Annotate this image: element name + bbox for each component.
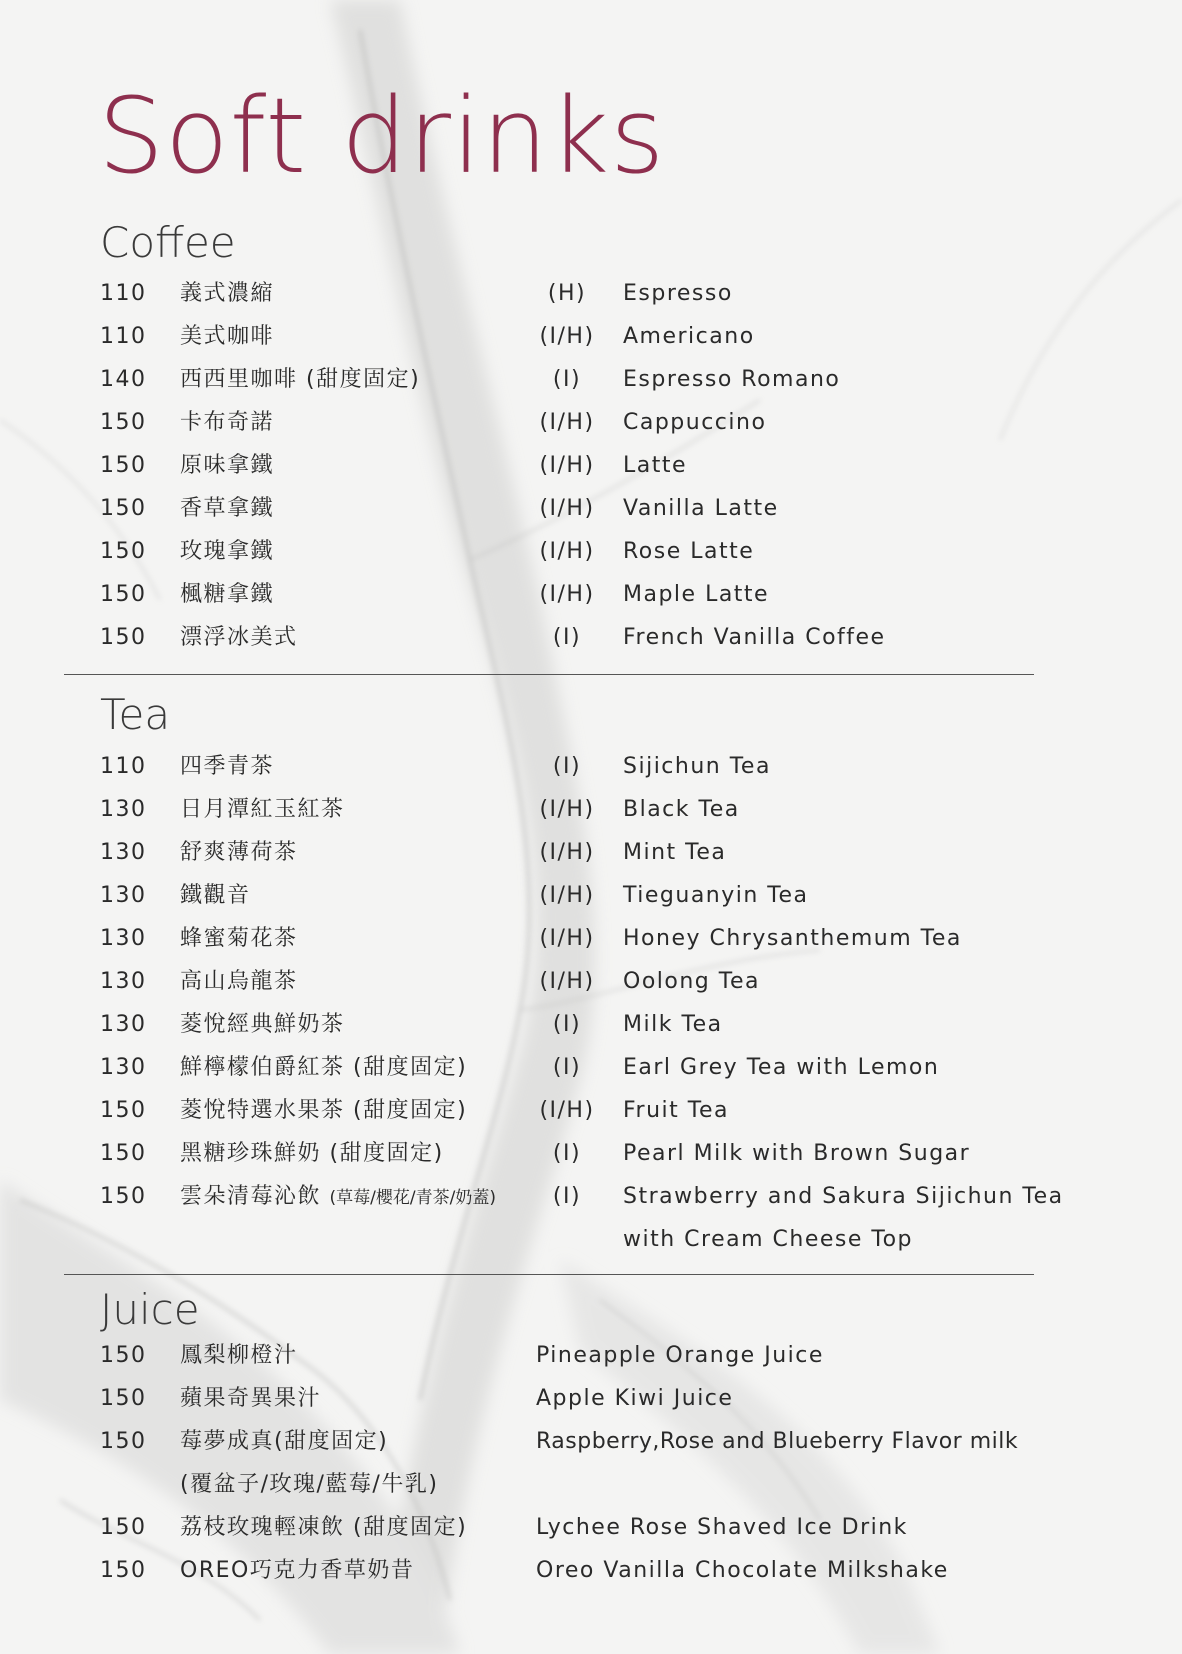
section-title-tea: Tea: [100, 690, 171, 739]
menu-item: [0, 917, 1182, 960]
item-name-en: Milk Tea: [623, 1012, 723, 1037]
temperature-option: (I/H): [539, 840, 595, 865]
price: 150: [100, 1343, 147, 1368]
menu-item: [0, 573, 1182, 616]
item-name-en: Sijichun Tea: [623, 754, 771, 779]
item-name-en: Latte: [623, 453, 688, 478]
price: 150: [100, 539, 147, 564]
item-name-zh: 莓夢成真(甜度固定): [180, 1429, 389, 1454]
item-name-zh: 鮮檸檬伯爵紅茶 (甜度固定): [180, 1055, 468, 1080]
temperature-option: (I/H): [539, 582, 595, 607]
item-name-en: Apple Kiwi Juice: [536, 1386, 734, 1411]
item-name-en: Oreo Vanilla Chocolate Milkshake: [536, 1558, 949, 1583]
item-name-zh: 菱悅經典鮮奶茶: [180, 1012, 345, 1037]
menu-item: [0, 1046, 1182, 1089]
item-name-zh: 西西里咖啡 (甜度固定): [180, 367, 421, 392]
price: 150: [100, 582, 147, 607]
item-name-zh: 義式濃縮: [180, 281, 275, 306]
menu-item: [0, 358, 1182, 401]
temperature-option: (I/H): [539, 453, 595, 478]
price: 110: [100, 754, 147, 779]
item-name-zh: 楓糖拿鐵: [180, 582, 275, 607]
menu-item: [0, 1132, 1182, 1175]
temperature-option: (I/H): [539, 324, 595, 349]
menu-item: [0, 788, 1182, 831]
item-name-en: Strawberry and Sakura Sijichun Tea: [623, 1184, 1064, 1209]
item-name-en: Black Tea: [623, 797, 740, 822]
temperature-option: (I): [552, 1055, 582, 1080]
temperature-option: (I): [552, 1184, 582, 1209]
item-name-en: Americano: [623, 324, 755, 349]
item-name-en: Cappuccino: [623, 410, 767, 435]
item-name-zh: 玫瑰拿鐵: [180, 539, 275, 564]
item-name-zh: 日月潭紅玉紅茶: [180, 797, 345, 822]
item-name-en-line2: with Cream Cheese Top: [623, 1227, 914, 1252]
item-name-en: Pineapple Orange Juice: [536, 1343, 824, 1368]
item-name-zh: 蘋果奇異果汁: [180, 1386, 322, 1411]
item-name-zh-main: 雲朵清莓沁飲: [180, 1184, 322, 1209]
price: 150: [100, 1558, 147, 1583]
temperature-option: (I): [552, 1012, 582, 1037]
menu-item-continuation: [0, 1463, 1182, 1506]
menu-item: [0, 1377, 1182, 1420]
menu-item: [0, 1003, 1182, 1046]
price: 130: [100, 840, 147, 865]
page-title: Soft drinks: [98, 75, 666, 197]
menu-item: [0, 1175, 1182, 1218]
temperature-option: (I): [552, 625, 582, 650]
item-name-en: Vanilla Latte: [623, 496, 779, 521]
section-divider: [64, 1274, 1034, 1275]
temperature-option: (I/H): [539, 539, 595, 564]
price: 150: [100, 1184, 147, 1209]
menu-item: [0, 530, 1182, 573]
item-name-en: Honey Chrysanthemum Tea: [623, 926, 962, 951]
item-name-en: Lychee Rose Shaved Ice Drink: [536, 1515, 908, 1540]
menu-item: [0, 960, 1182, 1003]
price: 150: [100, 410, 147, 435]
menu-item: [0, 831, 1182, 874]
section-divider: [64, 674, 1034, 675]
item-name-zh: 四季青茶: [180, 754, 275, 779]
temperature-option: (I/H): [539, 797, 595, 822]
tea-list: [0, 745, 1182, 1261]
item-name-en: French Vanilla Coffee: [623, 625, 886, 650]
price: 130: [100, 969, 147, 994]
menu-item: [0, 1549, 1182, 1592]
item-ingredients-note: (覆盆子/玫瑰/藍莓/牛乳): [180, 1472, 439, 1497]
price: 150: [100, 1386, 147, 1411]
item-name-zh: 原味拿鐵: [180, 453, 275, 478]
price: 130: [100, 1012, 147, 1037]
temperature-option: (I/H): [539, 969, 595, 994]
price: 130: [100, 1055, 147, 1080]
item-name-zh: 菱悅特選水果茶 (甜度固定): [180, 1098, 468, 1123]
price: 150: [100, 1429, 147, 1454]
price: 140: [100, 367, 147, 392]
item-name-en: Maple Latte: [623, 582, 770, 607]
temperature-option: (I): [552, 1141, 582, 1166]
price: 150: [100, 453, 147, 478]
item-name-en: Mint Tea: [623, 840, 727, 865]
item-name-zh: OREO巧克力香草奶昔: [180, 1558, 415, 1583]
price: 150: [100, 1098, 147, 1123]
item-name-zh: 美式咖啡: [180, 324, 275, 349]
menu-item: [0, 444, 1182, 487]
temperature-option: (I/H): [539, 1098, 595, 1123]
temperature-option: (I/H): [539, 496, 595, 521]
item-name-en: Oolong Tea: [623, 969, 760, 994]
temperature-option: (I): [552, 754, 582, 779]
section-title-juice: Juice: [100, 1285, 200, 1334]
juice-list: [0, 1334, 1182, 1592]
item-name-zh: 荔枝玫瑰輕凍飲 (甜度固定): [180, 1515, 468, 1540]
item-name-en: Fruit Tea: [623, 1098, 729, 1123]
price: 110: [100, 281, 147, 306]
item-name-zh: 鳳梨柳橙汁: [180, 1343, 298, 1368]
price: 150: [100, 1141, 147, 1166]
menu-item: [0, 1089, 1182, 1132]
menu-item: [0, 1506, 1182, 1549]
item-name-en: Rose Latte: [623, 539, 755, 564]
menu-item: [0, 745, 1182, 788]
price: 110: [100, 324, 147, 349]
temperature-option: (H): [547, 281, 587, 306]
item-name-zh: 鐵觀音: [180, 883, 251, 908]
menu-item: [0, 272, 1182, 315]
temperature-option: (I/H): [539, 883, 595, 908]
item-name-zh: 舒爽薄荷茶: [180, 840, 298, 865]
menu-item: [0, 1334, 1182, 1377]
menu-item: [0, 315, 1182, 358]
price: 130: [100, 883, 147, 908]
item-name-en: Raspberry,Rose and Blueberry Flavor milk: [536, 1429, 1019, 1454]
item-name-en: Espresso Romano: [623, 367, 841, 392]
item-name-zh: 卡布奇諾: [180, 410, 275, 435]
menu-item: [0, 487, 1182, 530]
temperature-option: (I/H): [539, 410, 595, 435]
menu-item-continuation: [0, 1218, 1182, 1261]
temperature-option: (I): [552, 367, 582, 392]
price: 150: [100, 1515, 147, 1540]
coffee-list: [0, 272, 1182, 659]
price: 130: [100, 797, 147, 822]
item-name-zh: 蜂蜜菊花茶: [180, 926, 298, 951]
item-name-zh: 高山烏龍茶: [180, 969, 298, 994]
menu-item: [0, 1420, 1182, 1463]
menu-item: [0, 401, 1182, 444]
item-name-zh: 漂浮冰美式: [180, 625, 298, 650]
item-name-zh: 香草拿鐵: [180, 496, 275, 521]
item-name-zh: 黑糖珍珠鮮奶 (甜度固定): [180, 1141, 444, 1166]
item-name-en: Tieguanyin Tea: [623, 883, 809, 908]
item-ingredients-note: (草莓/櫻花/青茶/奶蓋): [329, 1188, 496, 1208]
section-title-coffee: Coffee: [100, 218, 236, 267]
temperature-option: (I/H): [539, 926, 595, 951]
item-name-en: Earl Grey Tea with Lemon: [623, 1055, 940, 1080]
item-name-zh: [180, 1175, 496, 1220]
item-name-en: Pearl Milk with Brown Sugar: [623, 1141, 971, 1166]
price: 130: [100, 926, 147, 951]
menu-item: [0, 616, 1182, 659]
item-name-en: Espresso: [623, 281, 733, 306]
price: 150: [100, 496, 147, 521]
price: 150: [100, 625, 147, 650]
menu-item: [0, 874, 1182, 917]
